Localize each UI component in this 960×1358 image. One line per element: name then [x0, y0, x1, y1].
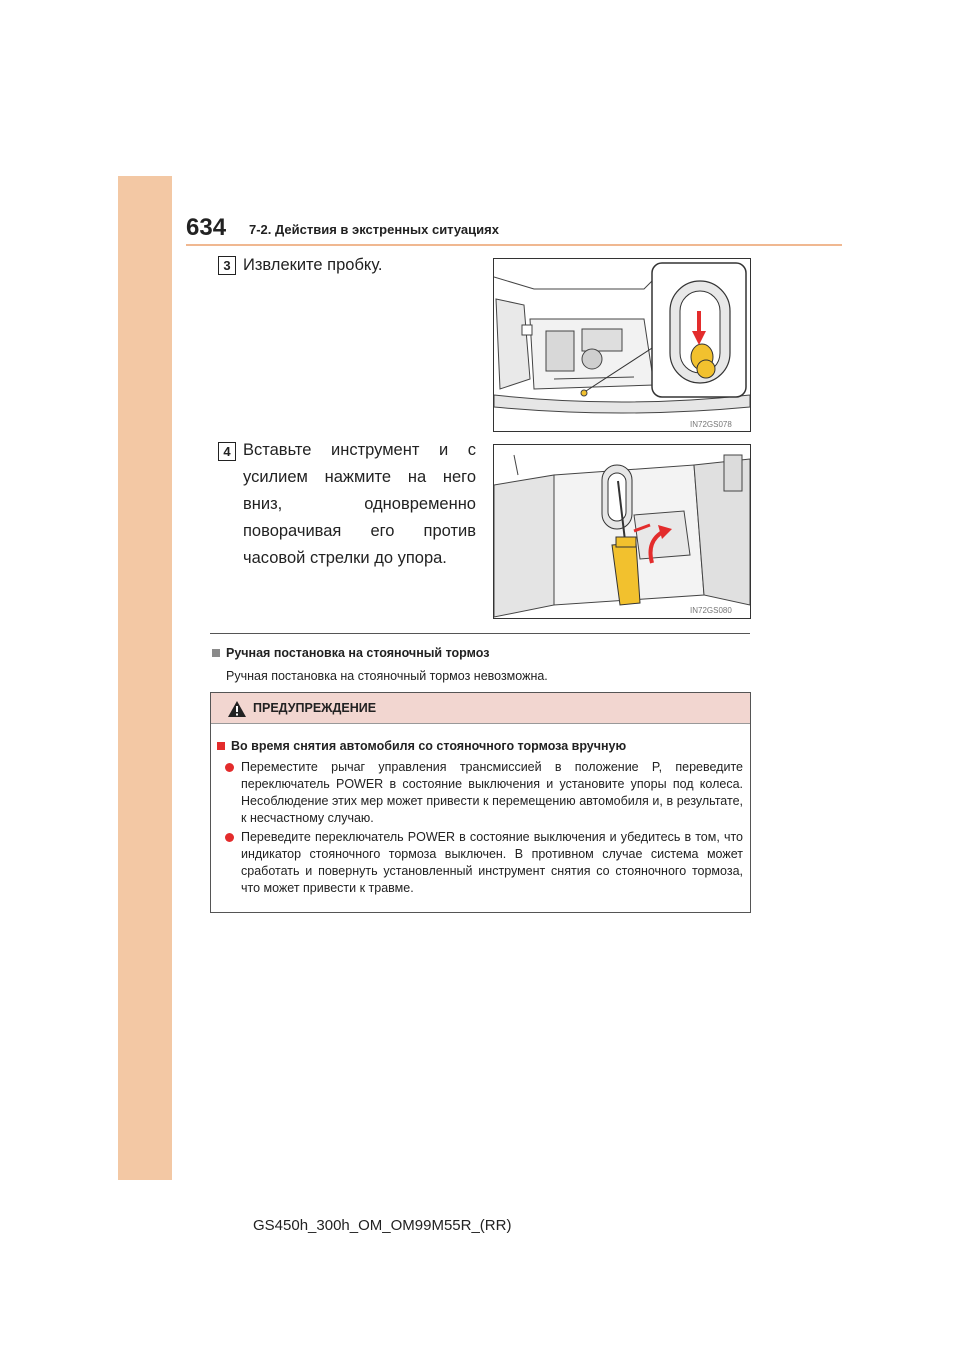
warning-title: ПРЕДУПРЕЖДЕНИЕ	[253, 701, 377, 715]
warning-subheading-text: Во время снятия автомобиля со стояночного тормоза вручную	[231, 739, 627, 753]
warning-item-2	[225, 829, 743, 897]
red-dot-bullet-icon	[225, 833, 234, 842]
step-3-text: Извлеките пробку.	[243, 256, 383, 274]
warning-item-2-text: Переведите переключатель POWER в состояние выключения и убедитесь в том, что индикатор стояночного тормоза выключен. В противном случае система может сработать и повернуть установленный инструмент снятия со стояночного тормоза, что может привести к травме.	[241, 830, 743, 895]
note-body: Ручная постановка на стояночный тормоз невозможна.	[226, 669, 548, 683]
section-title: 7-2. Действия в экстренных ситуациях	[249, 222, 499, 237]
warning-subheading	[217, 739, 626, 753]
section-divider	[210, 633, 750, 634]
side-tab	[118, 176, 172, 1180]
warning-box	[210, 692, 751, 913]
warning-item-1-text: Переместите рычаг управления трансмиссией в положение P, переведите переключатель POWER в состояние выключения и установите упоры под колеса. Несоблюдение этих мер может привести к перемещению автомобиля и, в результате, к несчастному случаю.	[241, 760, 743, 825]
illustration-insert-tool	[493, 444, 751, 619]
square-bullet-icon	[212, 649, 220, 657]
warning-item-1	[225, 759, 743, 827]
warning-triangle-icon	[227, 700, 247, 718]
note-heading-text: Ручная постановка на стояночный тормоз	[226, 646, 490, 660]
step-number-4: 4	[218, 442, 236, 461]
figure-code-078: IN72GS078	[690, 420, 732, 429]
page-number: 634	[186, 214, 227, 241]
footer-code: GS450h_300h_OM_OM99M55R_(RR)	[253, 1217, 512, 1234]
header-rule	[186, 244, 842, 246]
warning-header	[211, 693, 750, 724]
illustration-remove-plug	[493, 258, 751, 432]
red-dot-bullet-icon	[225, 763, 234, 772]
step-4-text: Вставьте инструмент и с усилием нажмите на него вниз, одновременно поворачивая его против часовой стрелки до упора.	[243, 441, 476, 567]
step-number-3: 3	[218, 256, 236, 275]
red-square-bullet-icon	[217, 742, 225, 750]
note-heading	[212, 646, 489, 660]
figure-code-080: IN72GS080	[690, 606, 732, 615]
